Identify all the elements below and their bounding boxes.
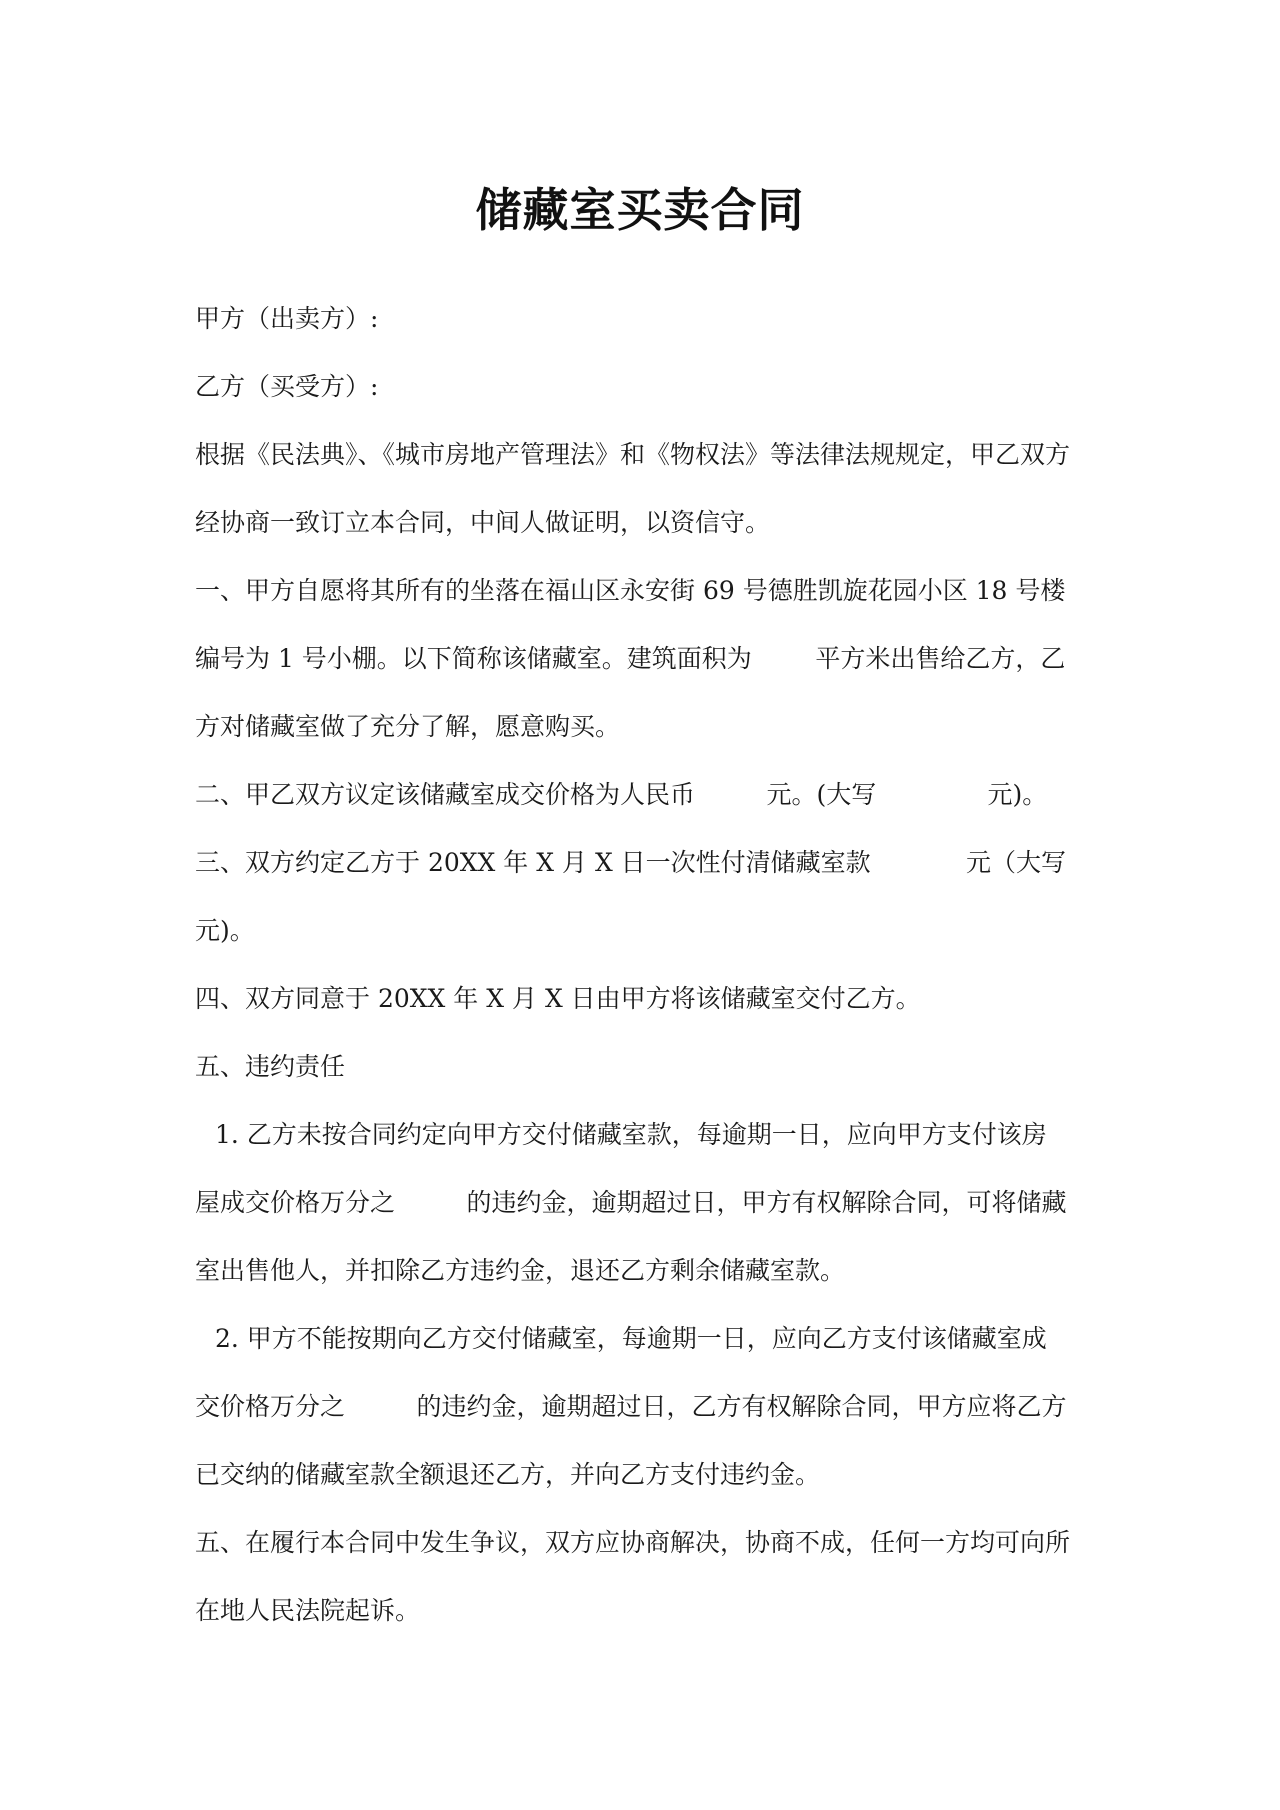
- clause-5-item-2-line-1: 2. 甲方不能按期向乙方交付储藏室，每逾期一日，应向乙方支付该储藏室成: [215, 1324, 1047, 1353]
- preamble-line-1: 根据《民法典》、《城市房地产管理法》和《物权法》等法律法规规定，甲乙双方: [195, 440, 1071, 469]
- clause-3-line-2: 元)。: [195, 916, 255, 945]
- preamble-line-2: 经协商一致订立本合同，中间人做证明，以资信守。: [195, 508, 771, 537]
- clause-5-item-1-line-1: 1. 乙方未按合同约定向甲方交付储藏室款，每逾期一日，应向甲方支付该房: [215, 1120, 1047, 1149]
- clause-4-line-1: 四、双方同意于 20XX 年 X 月 X 日由甲方将该储藏室交付乙方。: [195, 984, 921, 1013]
- clause-5-item-2-line-2: 交价格万分之 的违约金，逾期超过日，乙方有权解除合同，甲方应将乙方: [195, 1392, 1067, 1421]
- clause-5-item-2-line-3: 已交纳的储藏室款全额退还乙方，并向乙方支付违约金。: [195, 1460, 821, 1489]
- clause-1-line-2: 编号为 1 号小棚。以下简称该储藏室。建筑面积为 平方米出售给乙方，乙: [195, 644, 1066, 673]
- clause-5-item-1-line-3: 室出售他人，并扣除乙方违约金，退还乙方剩余储藏室款。: [195, 1256, 846, 1285]
- clause-5-item-1-line-2: 屋成交价格万分之 的违约金，逾期超过日，甲方有权解除合同，可将储藏: [195, 1188, 1067, 1217]
- clause-5-heading: 五、违约责任: [195, 1052, 346, 1081]
- dispute-clause-line-2: 在地人民法院起诉。: [195, 1596, 421, 1625]
- clause-2-line-1: 二、甲乙双方议定该储藏室成交价格为人民币 元。(大写 元)。: [195, 780, 1048, 809]
- dispute-clause-line-1: 五、在履行本合同中发生争议，双方应协商解决，协商不成，任何一方均可向所: [195, 1528, 1071, 1557]
- document-title: 储藏室买卖合同: [475, 183, 805, 237]
- document-body: [195, 298, 1095, 1658]
- clause-1-line-1: 一、甲方自愿将其所有的坐落在福山区永安街 69 号德胜凯旋花园小区 18 号楼: [195, 576, 1066, 605]
- party-a-line: 甲方（出卖方）:: [195, 304, 379, 333]
- clause-1-line-3: 方对储藏室做了充分了解，愿意购买。: [195, 712, 621, 741]
- clause-3-line-1: 三、双方约定乙方于 20XX 年 X 月 X 日一次性付清储藏室款 元（大写: [195, 848, 1067, 877]
- party-b-line: 乙方（买受方）:: [195, 372, 379, 401]
